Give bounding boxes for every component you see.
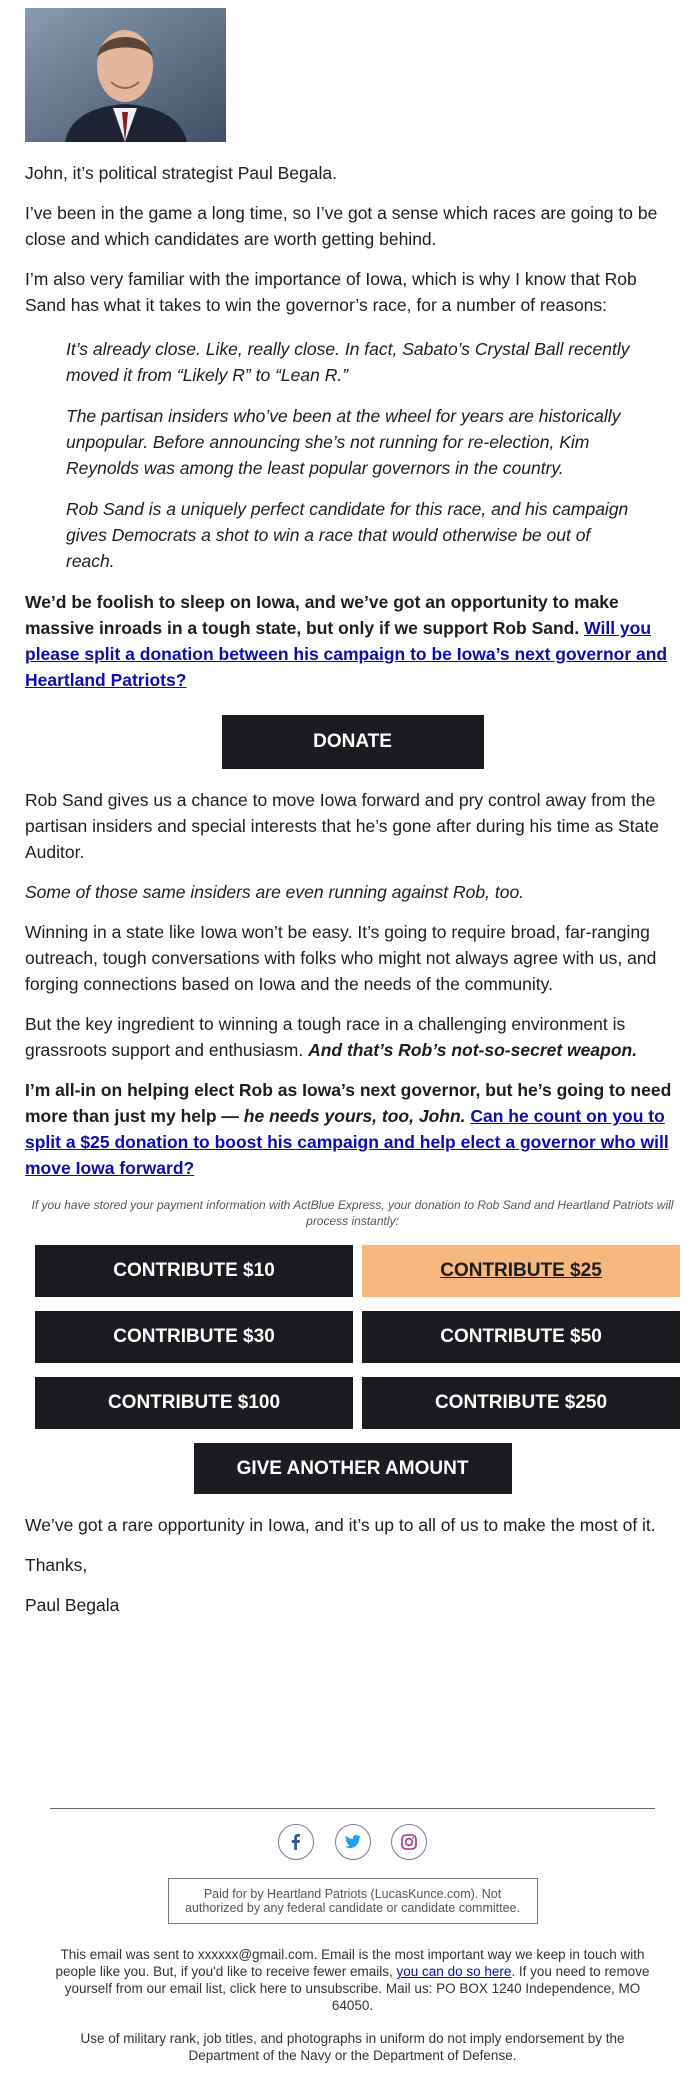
footer-divider — [50, 1808, 655, 1809]
body-paragraph-3: Rob Sand gives us a chance to move Iowa forward and pry control away from the partisan insiders and special interests that he’s gone after during his time as State Auditor. — [25, 790, 659, 862]
social-links — [50, 1824, 655, 1860]
facebook-icon[interactable] — [278, 1824, 314, 1860]
contribute-50-button[interactable]: CONTRIBUTE $50 — [362, 1311, 680, 1363]
twitter-icon[interactable] — [335, 1824, 371, 1860]
contribute-250-button[interactable]: CONTRIBUTE $250 — [362, 1377, 680, 1429]
portrait-photo — [25, 8, 226, 142]
count-on-you-link[interactable]: Can he count on you to split a $25 donation to boost his campaign and help elect a governor who will move Iowa forward? — [25, 1106, 669, 1178]
paid-for-disclaimer: Paid for by Heartland Patriots (LucasKunce.com). Not authorized by any federal candidate or candidate committee. — [168, 1878, 538, 1924]
military-disclaimer: Use of military rank, job titles, and photographs in uniform do not imply endorsement by the Department of the Navy or the Department of Defense. — [80, 2031, 625, 2063]
body-paragraph-5: Winning in a state like Iowa won’t be easy. It’s going to require broad, far-ranging outreach, tough conversations with folks who might not always agree with us, and forging connections based on Iowa and the needs of the community. — [25, 922, 657, 994]
email-body — [25, 8, 680, 1618]
ask-2-text: I’m all-in on helping elect Rob as Iowa’s next governor, but he’s going to need more than just my help — — [25, 1080, 672, 1126]
intro-paragraph-1: I’ve been in the game a long time, so I’ve got a sense which races are going to be close and which candidates are worth getting behind. — [25, 203, 658, 249]
signature: Paul Begala — [25, 1595, 120, 1615]
split-donation-link[interactable]: Will you please split a donation between his campaign to be Iowa’s next governor and Heartland Patriots? — [25, 618, 668, 690]
closing-line: We’ve got a rare opportunity in Iowa, and it’s up to all of us to make the most of it. — [25, 1515, 656, 1535]
thanks-line: Thanks, — [25, 1555, 88, 1575]
email-notice — [50, 1946, 655, 2014]
contribute-100-button[interactable]: CONTRIBUTE $100 — [35, 1377, 353, 1429]
ask-1-text: We’d be foolish to sleep on Iowa, and we’ve got an opportunity to make massive inroads in a tough state, but only if we support Rob Sand. — [25, 592, 619, 638]
contribute-grid — [25, 1245, 680, 1429]
ask-paragraph-1 — [25, 589, 680, 693]
body-paragraph-6 — [25, 1011, 680, 1063]
body-6-text: But the key ingredient to winning a tough race in a challenging environment is grassroots support and enthusiasm. — [25, 1014, 626, 1060]
reason-3: Rob Sand is a uniquely perfect candidate for this race, and his campaign gives Democrats a shot to win a race that would otherwise be out of reach. — [66, 499, 629, 571]
contribute-10-button[interactable]: CONTRIBUTE $10 — [35, 1245, 353, 1297]
contribute-25-button[interactable]: CONTRIBUTE $25 — [362, 1245, 680, 1297]
reason-2: The partisan insiders who’ve been at the wheel for years are historically unpopular. Before announcing she’s not running for re-election, Kim Reynolds was among the least popular governors in the country. — [66, 406, 621, 478]
give-another-amount-button[interactable]: GIVE ANOTHER AMOUNT — [194, 1443, 512, 1494]
reason-1: It’s already close. Like, really close. In fact, Sabato’s Crystal Ball recently moved it from “Likely R” to “Lean R.” — [66, 339, 630, 385]
reasons-block — [25, 336, 680, 574]
actblue-express-note: If you have stored your payment information with ActBlue Express, your donation to Rob Sand and Heartland Patriots will process instantly: — [31, 1198, 674, 1228]
footer — [50, 1808, 655, 2064]
greeting: John, it’s political strategist Paul Begala. — [25, 163, 337, 183]
fewer-emails-link[interactable]: you can do so here — [396, 1964, 512, 1979]
secret-weapon-text: And that’s Rob’s not-so-secret weapon. — [308, 1040, 638, 1060]
ask-paragraph-2 — [25, 1077, 680, 1181]
instagram-icon[interactable] — [391, 1824, 427, 1860]
ask-2-italic: he needs yours, too, John. — [243, 1106, 466, 1126]
body-paragraph-4: Some of those same insiders are even running against Rob, too. — [25, 882, 525, 902]
intro-paragraph-2: I’m also very familiar with the importance of Iowa, which is why I know that Rob Sand has what it takes to win the governor’s race, for a number of reasons: — [25, 269, 637, 315]
contribute-30-button[interactable]: CONTRIBUTE $30 — [35, 1311, 353, 1363]
sent-mid: . Email is the most important way we keep in touch with people like you. But, if you'd like to receive fewer emails, — [55, 1947, 645, 1979]
recipient-email: xxxxxx@gmail.com — [197, 1947, 314, 1962]
sent-suffix: . If you need to remove yourself from our email list, click here to unsubscribe. Mail us: PO BOX 1240 Independence, MO 64050. — [64, 1964, 650, 2013]
sent-prefix: This email was sent to — [60, 1947, 198, 1962]
donate-button[interactable]: DONATE — [222, 715, 484, 769]
